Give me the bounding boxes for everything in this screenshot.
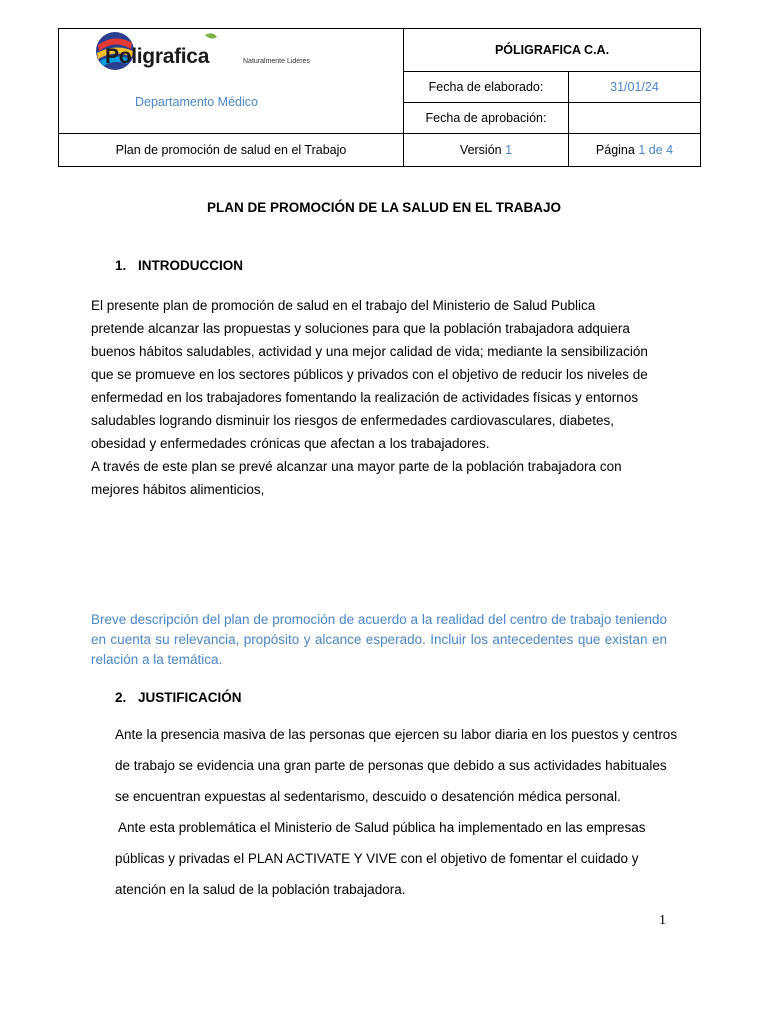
description-note: Breve descripción del plan de promoción de acuerdo a la realidad del centro de trabajo teniendo en cuenta su relevancia, propósito y alcance esperado. Incluir los antecedentes que existan en relación a la temática.	[91, 612, 667, 667]
justification-line: atención en la salud de la población trabajadora.	[115, 882, 406, 897]
section-2-heading	[115, 690, 242, 705]
section-1-heading	[115, 258, 243, 273]
company-name: PÓLIGRAFICA C.A.	[404, 29, 701, 72]
intro-line: enfermedad en los trabajadores fomentando la realización de actividades físicas y entornos	[91, 390, 639, 405]
page-number: 1	[659, 913, 666, 928]
intro-line: que se promueve en los sectores públicos y privados con el objetivo de reducir los niveles de	[91, 367, 648, 382]
fecha-elaborado-value: 31/01/24	[569, 72, 701, 103]
justification-text	[115, 719, 715, 905]
fecha-aprobacion-label: Fecha de aprobación:	[404, 103, 569, 134]
pagina-cell	[569, 134, 701, 167]
section-1-title: INTRODUCCION	[138, 258, 243, 273]
pagina-value: 1 de 4	[638, 143, 674, 157]
justification-line: se encuentran expuestas al sedentarismo, descuido o desatención médica personal.	[115, 789, 621, 804]
intro-line: saludables logrando disminuir los riesgos de enfermedades cardiovasculares, diabetes,	[91, 413, 615, 428]
intro-line: buenos hábitos saludables, actividad y una mejor calidad de vida; mediante la sensibilización	[91, 344, 648, 359]
pagina-label: Página	[595, 143, 635, 157]
logo-cell	[59, 29, 404, 134]
logo-tagline: Naturalmente Lideres	[243, 58, 310, 65]
introduction-text	[91, 294, 691, 501]
justification-line: de trabajo se evidencia una gran parte de personas que debido a sus actividades habituales	[115, 758, 667, 773]
document-title: PLAN DE PROMOCIÓN DE LA SALUD EN EL TRABAJO	[206, 200, 562, 215]
justification-line: públicas y privadas el PLAN ACTIVATE Y VIVE con el objetivo de fomentar el cuidado y	[115, 851, 639, 866]
version-cell	[404, 134, 569, 167]
department-label: Departamento Médico	[135, 95, 258, 109]
section-2-number: 2.	[115, 690, 127, 705]
version-label: Versión	[459, 143, 502, 157]
justification-line: Ante la presencia masiva de las personas que ejercen su labor diaria en los puestos y centros	[115, 727, 678, 742]
justification-line: Ante esta problemática el Ministerio de Salud pública ha implementado en las empresas	[115, 820, 646, 835]
section-1-number: 1.	[115, 258, 127, 273]
logo-text: Poligrafica	[105, 45, 210, 68]
intro-line: El presente plan de promoción de salud en el trabajo del Ministerio de Salud Publica	[91, 298, 596, 313]
plan-name: Plan de promoción de salud en el Trabajo	[59, 134, 404, 167]
section-2-title: JUSTIFICACIÓN	[138, 690, 242, 705]
fecha-elaborado-label: Fecha de elaborado:	[404, 72, 569, 103]
intro-line: A través de este plan se prevé alcanzar una mayor parte de la población trabajadora con	[91, 459, 622, 474]
intro-line: mejores hábitos alimenticios,	[91, 482, 265, 497]
intro-line: pretende alcanzar las propuestas y soluciones para que la población trabajadora adquiera	[91, 321, 630, 336]
intro-line: obesidad y enfermedades crónicas que afectan a los trabajadores.	[91, 436, 490, 451]
header-table	[58, 28, 701, 167]
fecha-aprobacion-value	[569, 103, 701, 134]
version-value: 1	[505, 143, 513, 157]
